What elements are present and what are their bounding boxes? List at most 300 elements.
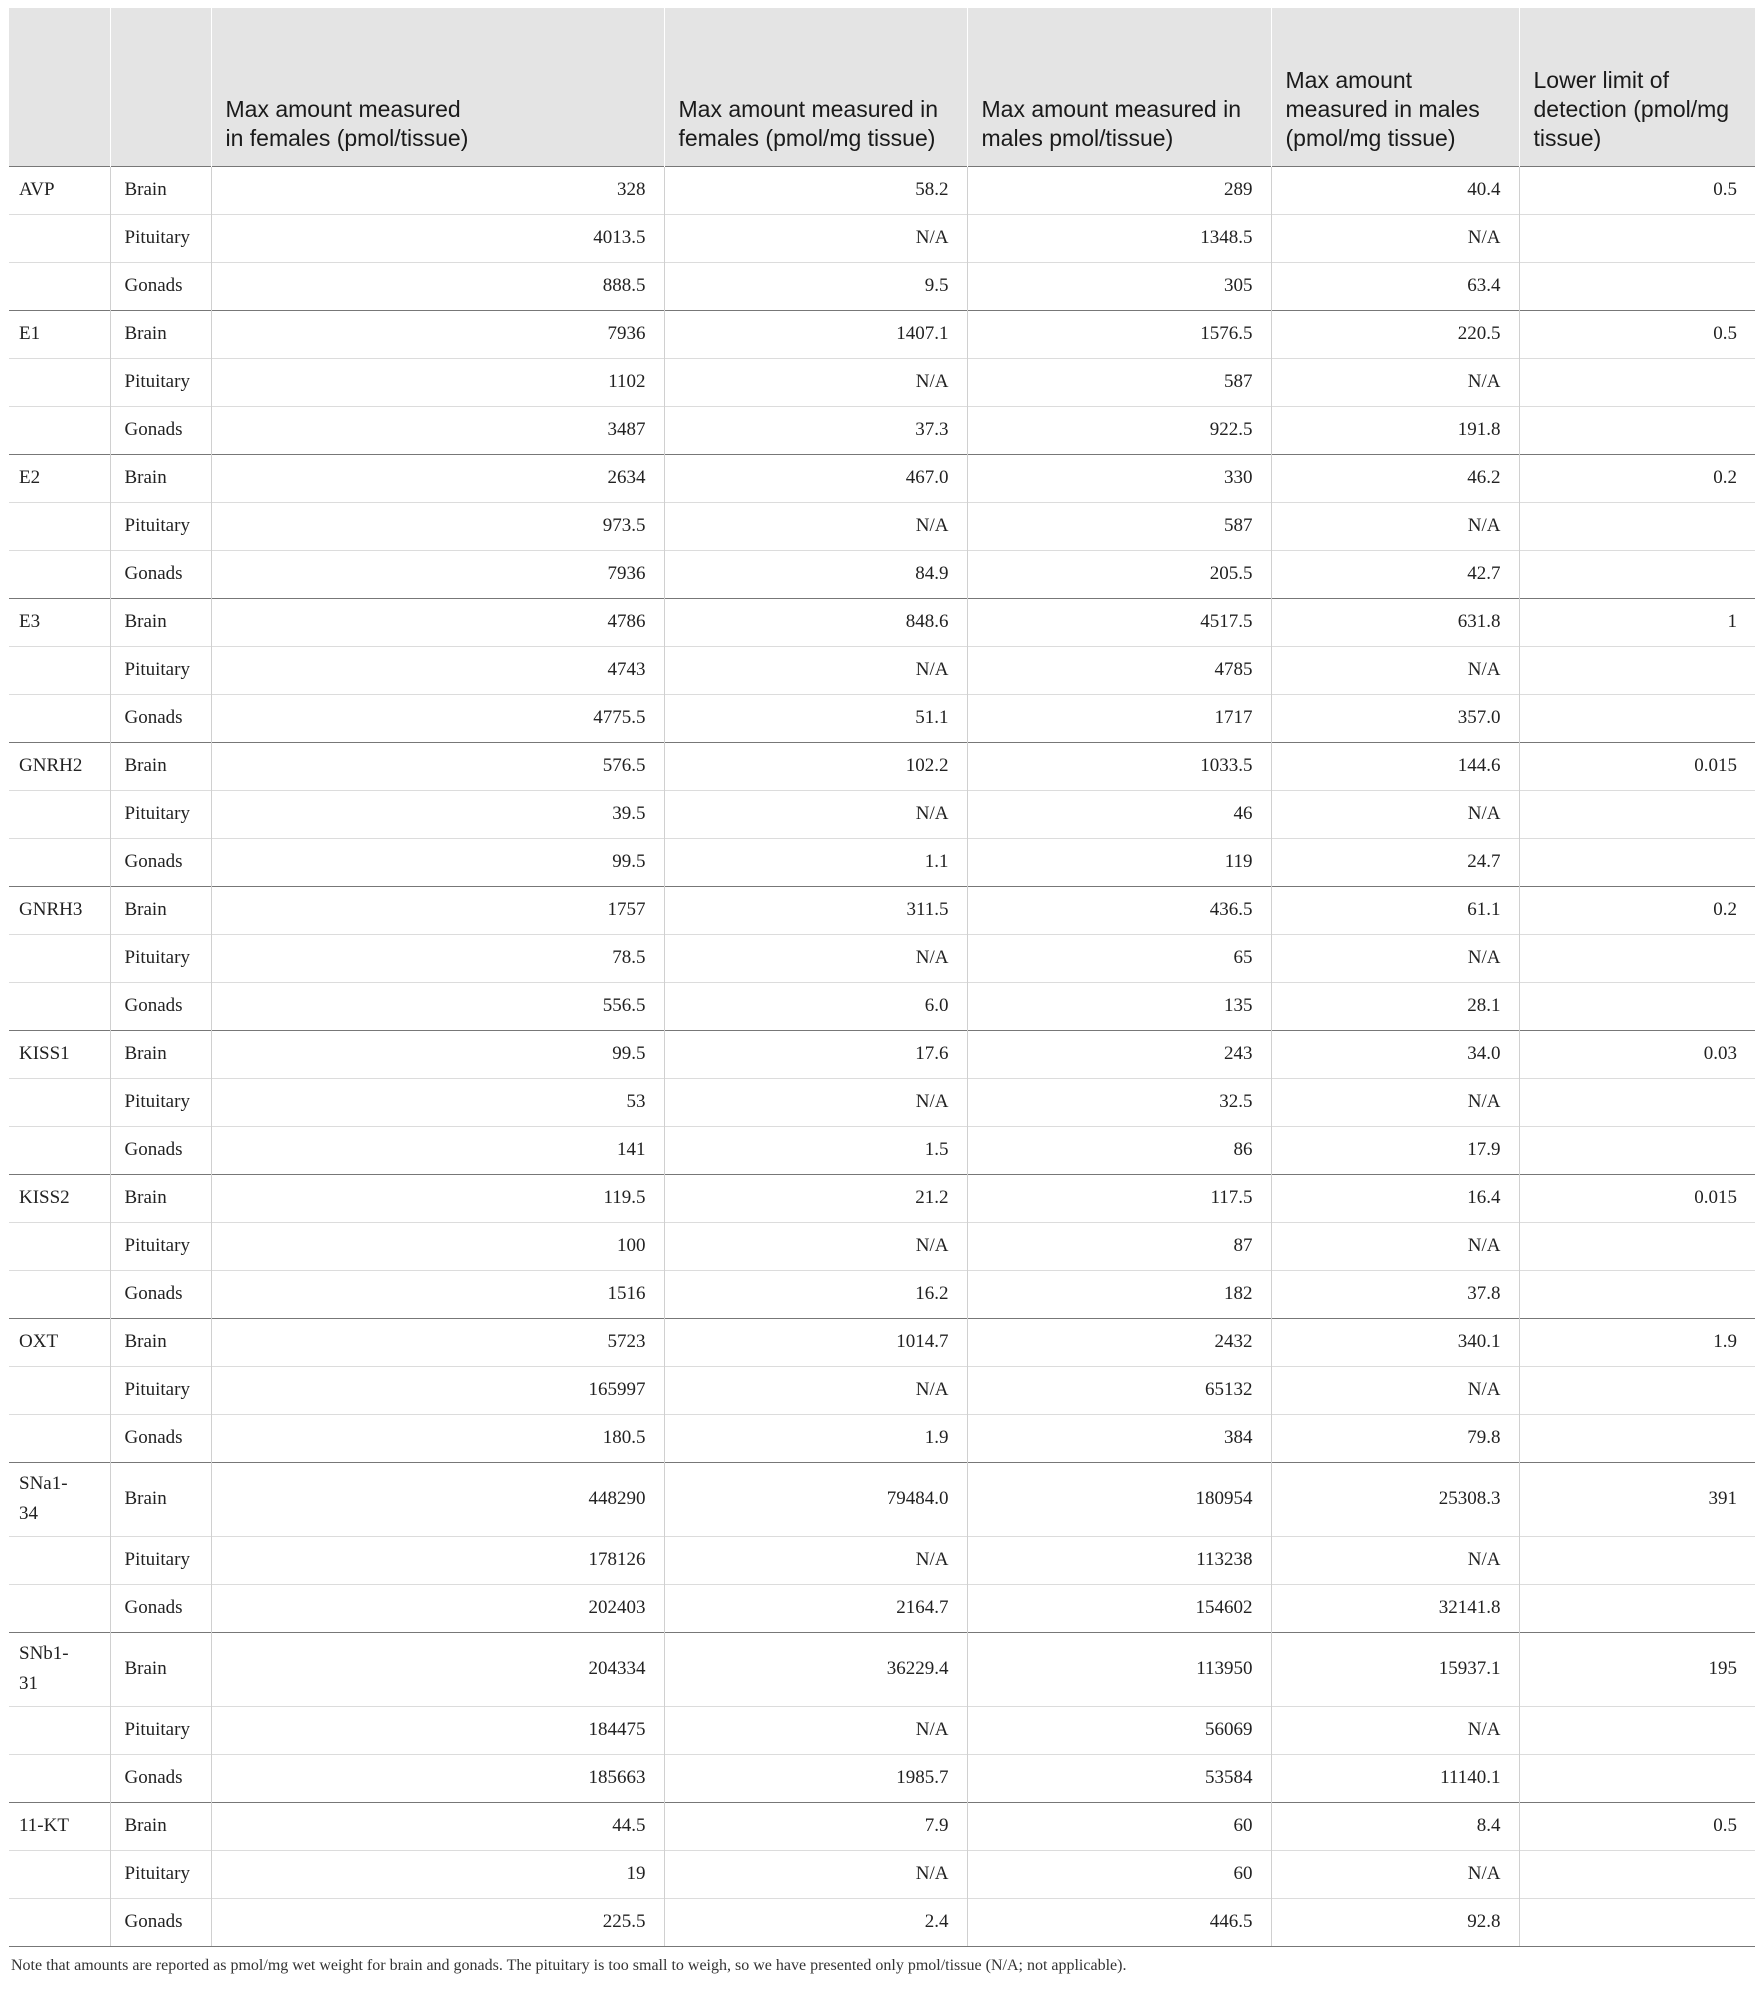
male-pmol-mg-cell: 79.8 <box>1271 1414 1519 1462</box>
peptide-cell <box>9 838 110 886</box>
table-row <box>9 1030 1755 1078</box>
male-pmol-mg-cell: 61.1 <box>1271 886 1519 934</box>
table-row <box>9 1078 1755 1126</box>
table-row <box>9 214 1755 262</box>
female-pmol-tissue-cell: 99.5 <box>211 1030 664 1078</box>
tissue-cell: Brain <box>110 1462 211 1536</box>
male-pmol-tissue-cell: 1033.5 <box>967 742 1271 790</box>
female-pmol-mg-cell: 9.5 <box>664 262 967 310</box>
female-pmol-mg-cell: N/A <box>664 1078 967 1126</box>
tissue-cell: Brain <box>110 598 211 646</box>
female-pmol-tissue-cell: 4743 <box>211 646 664 694</box>
lod-cell: 0.5 <box>1519 166 1755 214</box>
lod-cell <box>1519 406 1755 454</box>
female-pmol-tissue-cell: 7936 <box>211 550 664 598</box>
male-pmol-mg-cell: 42.7 <box>1271 550 1519 598</box>
male-pmol-tissue-cell: 113950 <box>967 1632 1271 1706</box>
female-pmol-mg-cell: N/A <box>664 214 967 262</box>
lod-cell: 1.9 <box>1519 1318 1755 1366</box>
female-pmol-mg-cell: 1407.1 <box>664 310 967 358</box>
tissue-cell: Brain <box>110 454 211 502</box>
female-pmol-mg-cell: 7.9 <box>664 1802 967 1850</box>
tissue-cell: Brain <box>110 886 211 934</box>
female-pmol-tissue-cell: 99.5 <box>211 838 664 886</box>
lod-cell: 0.2 <box>1519 886 1755 934</box>
peptide-cell <box>9 1898 110 1946</box>
peptide-cell <box>9 790 110 838</box>
male-pmol-tissue-cell: 587 <box>967 502 1271 550</box>
female-pmol-tissue-cell: 78.5 <box>211 934 664 982</box>
lod-cell: 0.5 <box>1519 1802 1755 1850</box>
female-pmol-tissue-cell: 7936 <box>211 310 664 358</box>
header-female-pmol-tissue: Max amount measured in females (pmol/tissue) <box>211 8 664 166</box>
lod-cell <box>1519 214 1755 262</box>
table-footnote: Note that amounts are reported as pmol/mg wet weight for brain and gonads. The pituitary is too small to weigh, so we have presented only pmol/tissue (N/A; not applicable). <box>11 1956 1127 1974</box>
tissue-cell: Brain <box>110 1632 211 1706</box>
peptide-cell <box>9 214 110 262</box>
header-row <box>9 8 1755 166</box>
peptide-cell <box>9 934 110 982</box>
lod-cell: 0.5 <box>1519 310 1755 358</box>
female-pmol-mg-cell: 21.2 <box>664 1174 967 1222</box>
male-pmol-tissue-cell: 32.5 <box>967 1078 1271 1126</box>
female-pmol-tissue-cell: 184475 <box>211 1706 664 1754</box>
female-pmol-tissue-cell: 19 <box>211 1850 664 1898</box>
tissue-cell: Pituitary <box>110 1366 211 1414</box>
table-row <box>9 742 1755 790</box>
male-pmol-tissue-cell: 305 <box>967 262 1271 310</box>
tissue-cell: Pituitary <box>110 790 211 838</box>
table-row <box>9 262 1755 310</box>
male-pmol-mg-cell: 92.8 <box>1271 1898 1519 1946</box>
peptide-cell <box>9 262 110 310</box>
peptide-cell <box>9 1126 110 1174</box>
male-pmol-mg-cell: 32141.8 <box>1271 1584 1519 1632</box>
lod-cell: 0.2 <box>1519 454 1755 502</box>
table-row <box>9 1536 1755 1584</box>
lod-cell <box>1519 358 1755 406</box>
female-pmol-mg-cell: 1014.7 <box>664 1318 967 1366</box>
female-pmol-tissue-cell: 448290 <box>211 1462 664 1536</box>
male-pmol-mg-cell: 63.4 <box>1271 262 1519 310</box>
female-pmol-mg-cell: 102.2 <box>664 742 967 790</box>
tissue-cell: Brain <box>110 1802 211 1850</box>
peptide-cell <box>9 1850 110 1898</box>
table-row <box>9 1318 1755 1366</box>
male-pmol-tissue-cell: 446.5 <box>967 1898 1271 1946</box>
tissue-cell: Brain <box>110 166 211 214</box>
male-pmol-tissue-cell: 4785 <box>967 646 1271 694</box>
female-pmol-tissue-cell: 180.5 <box>211 1414 664 1462</box>
peptide-cell: GNRH3 <box>9 886 110 934</box>
male-pmol-tissue-cell: 182 <box>967 1270 1271 1318</box>
lod-cell <box>1519 646 1755 694</box>
male-pmol-tissue-cell: 87 <box>967 1222 1271 1270</box>
peptide-cell <box>9 1632 110 1706</box>
male-pmol-mg-cell: N/A <box>1271 502 1519 550</box>
peptide-amount-table <box>9 8 1755 1947</box>
peptide-cell: GNRH2 <box>9 742 110 790</box>
tissue-cell: Gonads <box>110 694 211 742</box>
female-pmol-mg-cell: 311.5 <box>664 886 967 934</box>
male-pmol-tissue-cell: 289 <box>967 166 1271 214</box>
lod-cell <box>1519 262 1755 310</box>
lod-cell: 0.03 <box>1519 1030 1755 1078</box>
male-pmol-mg-cell: 40.4 <box>1271 166 1519 214</box>
lod-cell <box>1519 982 1755 1030</box>
peptide-cell <box>9 1270 110 1318</box>
female-pmol-mg-cell: 848.6 <box>664 598 967 646</box>
tissue-cell: Pituitary <box>110 1850 211 1898</box>
female-pmol-mg-cell: 1.9 <box>664 1414 967 1462</box>
table-row <box>9 1754 1755 1802</box>
tissue-cell: Pituitary <box>110 934 211 982</box>
tissue-cell: Brain <box>110 742 211 790</box>
lod-cell: 391 <box>1519 1462 1755 1536</box>
male-pmol-tissue-cell: 60 <box>967 1802 1271 1850</box>
tissue-cell: Gonads <box>110 1414 211 1462</box>
peptide-cell <box>9 502 110 550</box>
table-row <box>9 646 1755 694</box>
female-pmol-tissue-cell: 4013.5 <box>211 214 664 262</box>
peptide-cell <box>9 1536 110 1584</box>
male-pmol-tissue-cell: 436.5 <box>967 886 1271 934</box>
female-pmol-tissue-cell: 4775.5 <box>211 694 664 742</box>
female-pmol-mg-cell: N/A <box>664 646 967 694</box>
table-row <box>9 1366 1755 1414</box>
male-pmol-tissue-cell: 56069 <box>967 1706 1271 1754</box>
lod-cell: 195 <box>1519 1632 1755 1706</box>
female-pmol-mg-cell: N/A <box>664 934 967 982</box>
table-row <box>9 1462 1755 1536</box>
male-pmol-tissue-cell: 330 <box>967 454 1271 502</box>
male-pmol-mg-cell: 28.1 <box>1271 982 1519 1030</box>
male-pmol-tissue-cell: 117.5 <box>967 1174 1271 1222</box>
table-row <box>9 694 1755 742</box>
male-pmol-tissue-cell: 53584 <box>967 1754 1271 1802</box>
female-pmol-tissue-cell: 119.5 <box>211 1174 664 1222</box>
table-row <box>9 550 1755 598</box>
tissue-cell: Gonads <box>110 838 211 886</box>
peptide-cell <box>9 1754 110 1802</box>
header-female-pmol-mg: Max amount measured in females (pmol/mg tissue) <box>664 8 967 166</box>
table-row <box>9 934 1755 982</box>
female-pmol-mg-cell: N/A <box>664 358 967 406</box>
table-row <box>9 358 1755 406</box>
lod-cell <box>1519 1850 1755 1898</box>
lod-cell <box>1519 1706 1755 1754</box>
peptide-cell <box>9 1414 110 1462</box>
tissue-cell: Brain <box>110 1030 211 1078</box>
male-pmol-mg-cell: 24.7 <box>1271 838 1519 886</box>
female-pmol-tissue-cell: 44.5 <box>211 1802 664 1850</box>
table-row <box>9 1270 1755 1318</box>
tissue-cell: Gonads <box>110 1126 211 1174</box>
male-pmol-mg-cell: 17.9 <box>1271 1126 1519 1174</box>
female-pmol-mg-cell: 58.2 <box>664 166 967 214</box>
female-pmol-mg-cell: 37.3 <box>664 406 967 454</box>
tissue-cell: Brain <box>110 310 211 358</box>
peptide-cell <box>9 1222 110 1270</box>
tissue-cell: Gonads <box>110 1270 211 1318</box>
female-pmol-tissue-cell: 204334 <box>211 1632 664 1706</box>
male-pmol-mg-cell: 144.6 <box>1271 742 1519 790</box>
male-pmol-tissue-cell: 1576.5 <box>967 310 1271 358</box>
male-pmol-tissue-cell: 119 <box>967 838 1271 886</box>
tissue-cell: Pituitary <box>110 1078 211 1126</box>
male-pmol-tissue-cell: 384 <box>967 1414 1271 1462</box>
male-pmol-mg-cell: N/A <box>1271 214 1519 262</box>
peptide-cell <box>9 1584 110 1632</box>
table-row <box>9 886 1755 934</box>
female-pmol-mg-cell: 1.1 <box>664 838 967 886</box>
female-pmol-mg-cell: N/A <box>664 1222 967 1270</box>
male-pmol-tissue-cell: 65 <box>967 934 1271 982</box>
peptide-cell: E1 <box>9 310 110 358</box>
female-pmol-tissue-cell: 39.5 <box>211 790 664 838</box>
male-pmol-tissue-cell: 1717 <box>967 694 1271 742</box>
male-pmol-mg-cell: N/A <box>1271 646 1519 694</box>
female-pmol-tissue-cell: 1516 <box>211 1270 664 1318</box>
male-pmol-mg-cell: N/A <box>1271 1078 1519 1126</box>
male-pmol-tissue-cell: 922.5 <box>967 406 1271 454</box>
female-pmol-mg-cell: 17.6 <box>664 1030 967 1078</box>
female-pmol-tissue-cell: 328 <box>211 166 664 214</box>
peptide-cell: 11-KT <box>9 1802 110 1850</box>
table-row <box>9 790 1755 838</box>
male-pmol-tissue-cell: 65132 <box>967 1366 1271 1414</box>
female-pmol-tissue-cell: 1102 <box>211 358 664 406</box>
peptide-cell <box>9 1078 110 1126</box>
lod-cell: 0.015 <box>1519 742 1755 790</box>
lod-cell <box>1519 790 1755 838</box>
female-pmol-mg-cell: N/A <box>664 1366 967 1414</box>
lod-cell <box>1519 550 1755 598</box>
male-pmol-mg-cell: 631.8 <box>1271 598 1519 646</box>
male-pmol-mg-cell: N/A <box>1271 1222 1519 1270</box>
tissue-cell: Pituitary <box>110 358 211 406</box>
peptide-cell: KISS1 <box>9 1030 110 1078</box>
male-pmol-mg-cell: N/A <box>1271 1366 1519 1414</box>
male-pmol-mg-cell: N/A <box>1271 1850 1519 1898</box>
table-row <box>9 166 1755 214</box>
lod-cell: 1 <box>1519 598 1755 646</box>
male-pmol-mg-cell: 8.4 <box>1271 1802 1519 1850</box>
table-row <box>9 838 1755 886</box>
female-pmol-mg-cell: 36229.4 <box>664 1632 967 1706</box>
female-pmol-tissue-cell: 178126 <box>211 1536 664 1584</box>
tissue-cell: Pituitary <box>110 1536 211 1584</box>
male-pmol-tissue-cell: 46 <box>967 790 1271 838</box>
tissue-cell: Pituitary <box>110 646 211 694</box>
lod-cell <box>1519 1270 1755 1318</box>
table-row <box>9 982 1755 1030</box>
tissue-cell: Brain <box>110 1318 211 1366</box>
lod-cell <box>1519 1414 1755 1462</box>
peptide-cell <box>9 1706 110 1754</box>
table-row <box>9 598 1755 646</box>
tissue-cell: Gonads <box>110 406 211 454</box>
lod-cell <box>1519 1078 1755 1126</box>
table-row <box>9 310 1755 358</box>
table-row <box>9 1802 1755 1850</box>
male-pmol-mg-cell: N/A <box>1271 1706 1519 1754</box>
header-lower-limit-detection: Lower limit of detection (pmol/mg tissue) <box>1519 8 1755 166</box>
male-pmol-mg-cell: N/A <box>1271 934 1519 982</box>
table-row <box>9 1850 1755 1898</box>
tissue-cell: Gonads <box>110 1898 211 1946</box>
tissue-cell: Pituitary <box>110 214 211 262</box>
peptide-cell <box>9 1366 110 1414</box>
male-pmol-tissue-cell: 86 <box>967 1126 1271 1174</box>
table-row <box>9 1126 1755 1174</box>
male-pmol-mg-cell: 25308.3 <box>1271 1462 1519 1536</box>
male-pmol-mg-cell: 11140.1 <box>1271 1754 1519 1802</box>
lod-cell <box>1519 1366 1755 1414</box>
female-pmol-tissue-cell: 4786 <box>211 598 664 646</box>
table-row <box>9 454 1755 502</box>
lod-cell <box>1519 838 1755 886</box>
female-pmol-mg-cell: 51.1 <box>664 694 967 742</box>
tissue-cell: Gonads <box>110 1584 211 1632</box>
peptide-cell <box>9 358 110 406</box>
table-row <box>9 406 1755 454</box>
table-row <box>9 1222 1755 1270</box>
header-tissue <box>110 8 211 166</box>
female-pmol-mg-cell: 2164.7 <box>664 1584 967 1632</box>
male-pmol-mg-cell: 357.0 <box>1271 694 1519 742</box>
peptide-cell: AVP <box>9 166 110 214</box>
table-row <box>9 1174 1755 1222</box>
female-pmol-mg-cell: N/A <box>664 1706 967 1754</box>
tissue-cell: Brain <box>110 1174 211 1222</box>
female-pmol-tissue-cell: 888.5 <box>211 262 664 310</box>
male-pmol-tissue-cell: 587 <box>967 358 1271 406</box>
table-body <box>9 166 1755 1946</box>
female-pmol-mg-cell: 2.4 <box>664 1898 967 1946</box>
peptide-cell <box>9 694 110 742</box>
peptide-cell: E2 <box>9 454 110 502</box>
male-pmol-tissue-cell: 243 <box>967 1030 1271 1078</box>
female-pmol-tissue-cell: 556.5 <box>211 982 664 1030</box>
table-row <box>9 1706 1755 1754</box>
female-pmol-mg-cell: N/A <box>664 1536 967 1584</box>
tissue-cell: Gonads <box>110 550 211 598</box>
male-pmol-mg-cell: 15937.1 <box>1271 1632 1519 1706</box>
female-pmol-tissue-cell: 5723 <box>211 1318 664 1366</box>
table-header <box>9 8 1755 166</box>
female-pmol-mg-cell: N/A <box>664 790 967 838</box>
table-row <box>9 1414 1755 1462</box>
header-male-pmol-tissue: Max amount measured in males pmol/tissue) <box>967 8 1271 166</box>
tissue-cell: Pituitary <box>110 502 211 550</box>
female-pmol-mg-cell: N/A <box>664 502 967 550</box>
tissue-cell: Gonads <box>110 982 211 1030</box>
female-pmol-tissue-cell: 973.5 <box>211 502 664 550</box>
female-pmol-tissue-cell: 185663 <box>211 1754 664 1802</box>
header-male-pmol-mg: Max amount measured in males (pmol/mg tissue) <box>1271 8 1519 166</box>
lod-cell <box>1519 934 1755 982</box>
female-pmol-tissue-cell: 576.5 <box>211 742 664 790</box>
male-pmol-tissue-cell: 205.5 <box>967 550 1271 598</box>
peptide-cell <box>9 646 110 694</box>
female-pmol-mg-cell: 79484.0 <box>664 1462 967 1536</box>
male-pmol-mg-cell: 37.8 <box>1271 1270 1519 1318</box>
female-pmol-mg-cell: 6.0 <box>664 982 967 1030</box>
tissue-cell: Pituitary <box>110 1706 211 1754</box>
peptide-cell: KISS2 <box>9 1174 110 1222</box>
table-row <box>9 1632 1755 1706</box>
male-pmol-mg-cell: 220.5 <box>1271 310 1519 358</box>
male-pmol-mg-cell: 34.0 <box>1271 1030 1519 1078</box>
peptide-cell <box>9 982 110 1030</box>
peptide-cell: OXT <box>9 1318 110 1366</box>
header-peptide <box>9 8 110 166</box>
peptide-name: SNa1-34 <box>19 1473 68 1524</box>
male-pmol-mg-cell: 16.4 <box>1271 1174 1519 1222</box>
lod-cell <box>1519 1898 1755 1946</box>
male-pmol-mg-cell: 191.8 <box>1271 406 1519 454</box>
peptide-cell <box>9 550 110 598</box>
tissue-cell: Gonads <box>110 262 211 310</box>
lod-cell <box>1519 502 1755 550</box>
peptide-cell <box>9 1462 110 1536</box>
male-pmol-mg-cell: 340.1 <box>1271 1318 1519 1366</box>
female-pmol-mg-cell: 16.2 <box>664 1270 967 1318</box>
table-row <box>9 1584 1755 1632</box>
male-pmol-mg-cell: N/A <box>1271 1536 1519 1584</box>
table-document <box>9 8 1737 1975</box>
female-pmol-tissue-cell: 3487 <box>211 406 664 454</box>
table-row <box>9 502 1755 550</box>
lod-cell <box>1519 1754 1755 1802</box>
male-pmol-tissue-cell: 113238 <box>967 1536 1271 1584</box>
female-pmol-tissue-cell: 100 <box>211 1222 664 1270</box>
lod-cell <box>1519 1222 1755 1270</box>
lod-cell <box>1519 694 1755 742</box>
female-pmol-tissue-cell: 141 <box>211 1126 664 1174</box>
male-pmol-tissue-cell: 180954 <box>967 1462 1271 1536</box>
male-pmol-mg-cell: N/A <box>1271 790 1519 838</box>
female-pmol-tissue-cell: 225.5 <box>211 1898 664 1946</box>
tissue-cell: Gonads <box>110 1754 211 1802</box>
female-pmol-tissue-cell: 53 <box>211 1078 664 1126</box>
peptide-cell <box>9 406 110 454</box>
female-pmol-mg-cell: 1.5 <box>664 1126 967 1174</box>
male-pmol-tissue-cell: 154602 <box>967 1584 1271 1632</box>
male-pmol-tissue-cell: 135 <box>967 982 1271 1030</box>
male-pmol-tissue-cell: 60 <box>967 1850 1271 1898</box>
female-pmol-mg-cell: 467.0 <box>664 454 967 502</box>
male-pmol-tissue-cell: 1348.5 <box>967 214 1271 262</box>
female-pmol-tissue-cell: 202403 <box>211 1584 664 1632</box>
female-pmol-mg-cell: 84.9 <box>664 550 967 598</box>
peptide-name: SNb1-31 <box>19 1643 69 1694</box>
female-pmol-tissue-cell: 2634 <box>211 454 664 502</box>
female-pmol-mg-cell: N/A <box>664 1850 967 1898</box>
female-pmol-tissue-cell: 1757 <box>211 886 664 934</box>
lod-cell <box>1519 1126 1755 1174</box>
tissue-cell: Pituitary <box>110 1222 211 1270</box>
lod-cell: 0.015 <box>1519 1174 1755 1222</box>
male-pmol-tissue-cell: 4517.5 <box>967 598 1271 646</box>
female-pmol-tissue-cell: 165997 <box>211 1366 664 1414</box>
male-pmol-tissue-cell: 2432 <box>967 1318 1271 1366</box>
lod-cell <box>1519 1584 1755 1632</box>
lod-cell <box>1519 1536 1755 1584</box>
table-row <box>9 1898 1755 1946</box>
female-pmol-mg-cell: 1985.7 <box>664 1754 967 1802</box>
